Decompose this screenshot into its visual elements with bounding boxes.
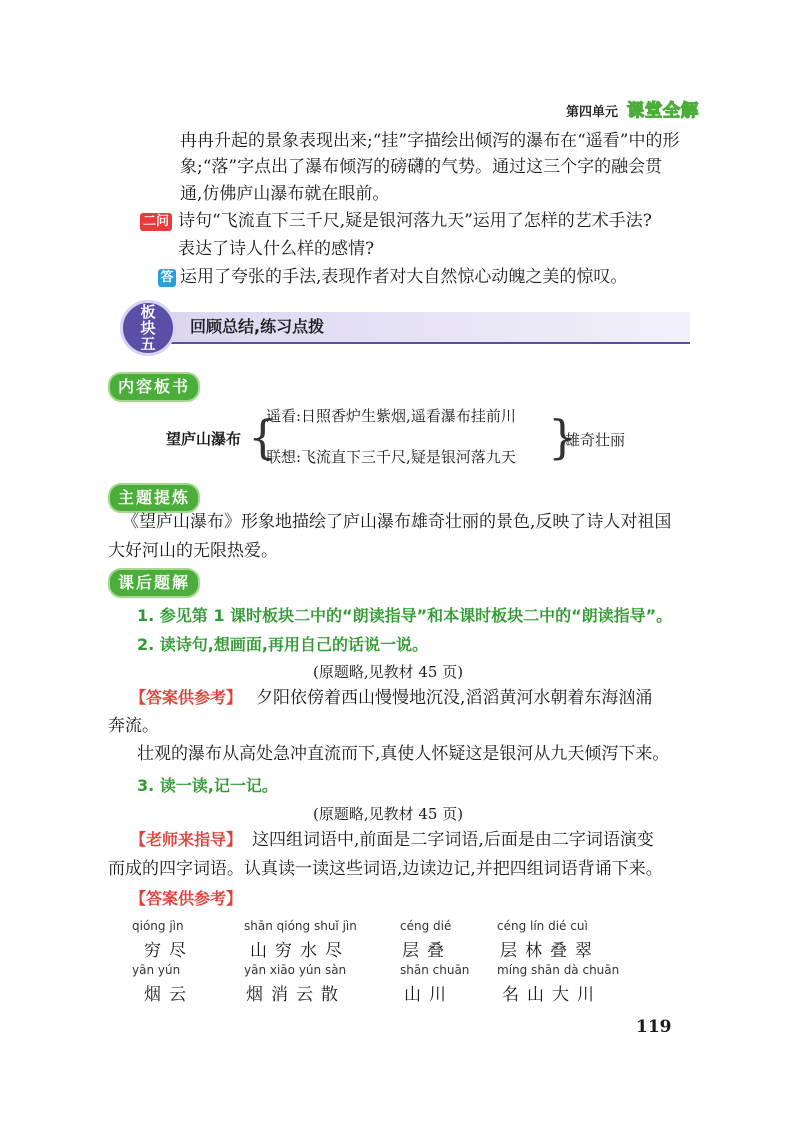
answer-block-1	[130, 685, 652, 711]
exercise-item-2: 2. 读诗句,想画面,再用自己的话说一说。	[137, 635, 428, 654]
theme-line-2: 大好河山的无限热爱。	[108, 541, 278, 561]
board-line-1: 遥看:日照香炉生紫烟,遥看瀑布挂前川	[266, 407, 516, 425]
intro-line-3: 通,仿佛庐山瀑布就在眼前。	[180, 184, 390, 204]
word-pinyin: yān xiāo yún sàn	[244, 963, 347, 977]
running-header-unit: 第四单元	[566, 105, 619, 120]
board-line-2: 联想:飞流直下三千尺,疑是银河落九天	[266, 448, 516, 466]
running-header-brand: 课堂全解	[627, 101, 699, 121]
teacher-block	[130, 827, 654, 853]
word-pinyin: míng shān dà chuān	[497, 963, 620, 977]
word-hanzi: 名山大川	[502, 985, 602, 1005]
heading-exercises: 课后题解	[108, 568, 200, 598]
word-hanzi: 山穷水尽	[250, 941, 350, 961]
exercise-item-3: 3. 读一读,记一记。	[137, 776, 278, 795]
heading-board: 内容板书	[108, 372, 200, 402]
word-pinyin: shān chuān	[400, 963, 470, 977]
question-badge: 二问	[140, 213, 172, 231]
question-line-1: 诗句“飞流直下三千尺,疑是银河落九天”运用了怎样的艺术手法?	[178, 211, 652, 231]
section-circle-char-1: 板	[140, 303, 156, 321]
word-pinyin: qióng jìn	[132, 919, 184, 933]
word-hanzi: 层叠	[402, 941, 452, 961]
exercise-item-1: 1. 参见第 1 课时板块二中的“朗读指导”和本课时板块二中的“朗读指导”。	[137, 606, 673, 625]
question-line-2: 表达了诗人什么样的感情?	[178, 239, 375, 259]
answer-tag-1: 【答案供参考】	[130, 688, 243, 707]
word-hanzi: 层林叠翠	[500, 941, 600, 961]
answer-line-3: 壮观的瀑布从高处急冲直流而下,真使人怀疑这是银河从九天倾泻下来。	[137, 744, 670, 764]
word-hanzi: 穷尽	[144, 941, 194, 961]
intro-line-2: 象;“落”字点出了瀑布倾泻的磅礴的气势。通过这三个字的融会贯	[180, 157, 663, 177]
word-hanzi: 烟消云散	[246, 985, 346, 1005]
section-number-circle	[120, 300, 176, 356]
answer-line-1: 夕阳依傍着西山慢慢地沉没,滔滔黄河水朝着东海汹涌	[256, 688, 653, 708]
section-circle-char-2: 块	[140, 319, 156, 337]
word-pinyin: yān yún	[132, 963, 181, 977]
answer-tag-2: 【答案供参考】	[130, 889, 243, 908]
word-pinyin: shān qióng shuǐ jìn	[244, 919, 357, 933]
word-hanzi: 烟云	[144, 985, 194, 1005]
teacher-line-1: 这四组词语中,前面是二字词语,后面是由二字词语演变	[252, 830, 654, 850]
section-circle-char-3: 五	[140, 335, 156, 353]
word-hanzi: 山川	[404, 985, 454, 1005]
section-title: 回顾总结,练习点拨	[190, 317, 325, 336]
theme-line-1: 《望庐山瀑布》形象地描绘了庐山瀑布雄奇壮丽的景色,反映了诗人对祖国	[122, 512, 672, 532]
teacher-tag: 【老师来指导】	[130, 830, 243, 849]
answer-line-2: 奔流。	[108, 716, 159, 736]
teacher-line-2: 而成的四字词语。认真读一读这些词语,边读边记,并把四组词语背诵下来。	[108, 859, 663, 879]
board-label: 望庐山瀑布	[166, 430, 242, 448]
board-right-brace: }	[548, 410, 578, 464]
heading-theme: 主题提炼	[108, 483, 200, 513]
word-pinyin: céng lín dié cuì	[497, 919, 588, 933]
board-result: 雄奇壮丽	[565, 431, 626, 449]
word-pinyin: céng dié	[400, 919, 452, 933]
answer-badge: 答	[158, 269, 176, 287]
exercise-note-2: (原题略,见教材 45 页)	[313, 805, 464, 823]
answer-text: 运用了夸张的手法,表现作者对大自然惊心动魄之美的惊叹。	[180, 267, 628, 287]
section-banner	[120, 300, 690, 353]
board-left-brace: {	[248, 410, 278, 464]
intro-line-1: 冉冉升起的景象表现出来;“挂”字描绘出倾泻的瀑布在“遥看”中的形	[180, 131, 680, 151]
exercise-note-1: (原题略,见教材 45 页)	[313, 663, 464, 681]
page-number: 119	[636, 1017, 672, 1037]
